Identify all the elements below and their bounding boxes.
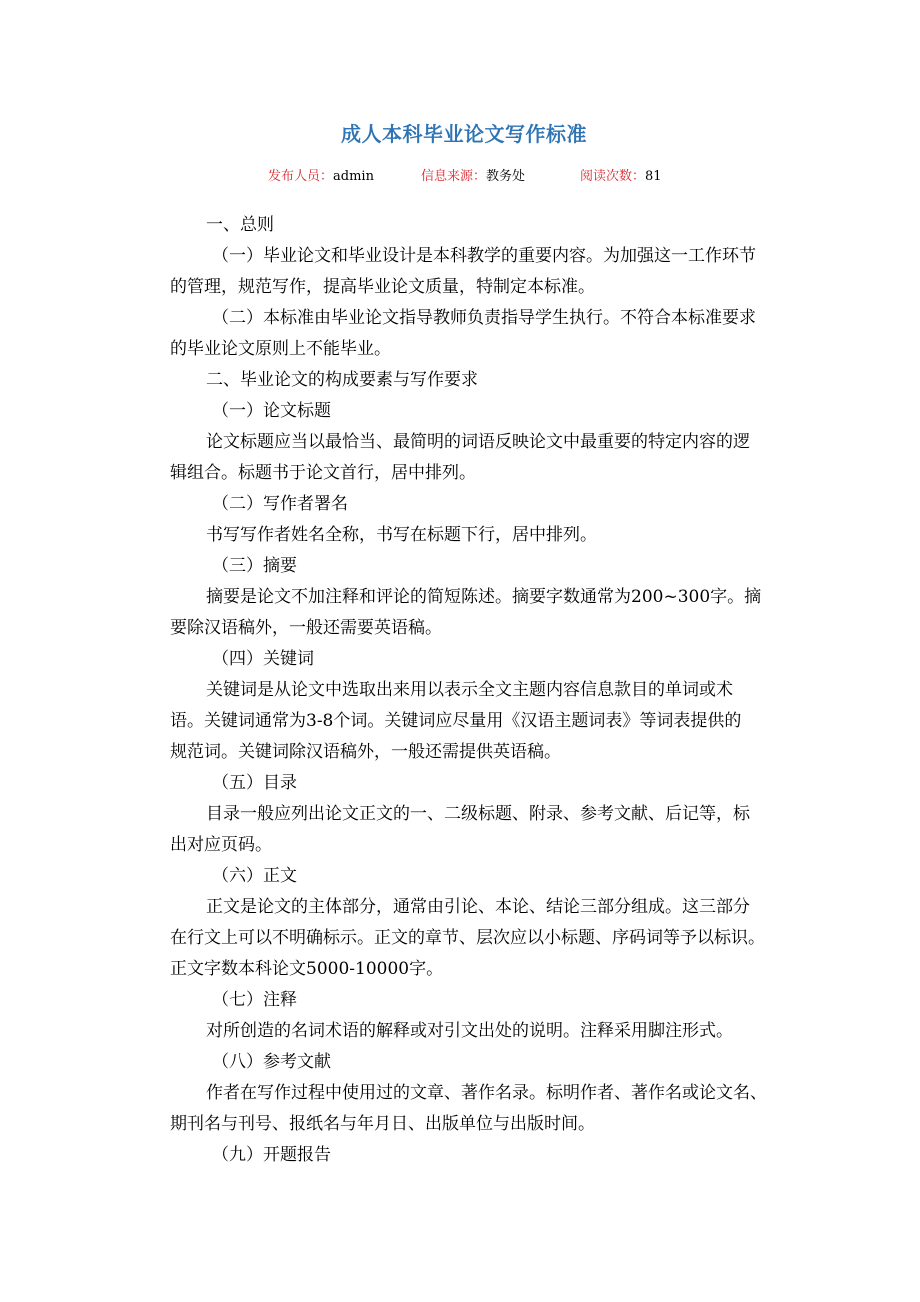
paragraph-line: 要除汉语稿外，一般还需要英语稿。 bbox=[170, 618, 442, 638]
paragraph-line: 对所创造的名词术语的解释或对引文出处的说明。注释采用脚注形式。 bbox=[206, 1021, 733, 1041]
source-info bbox=[421, 165, 525, 184]
paragraph-line: 出对应页码。 bbox=[170, 835, 272, 855]
source-label: 信息来源： bbox=[421, 169, 487, 184]
section-heading: 一、总则 bbox=[206, 215, 274, 235]
subsection-heading: （二）写作者署名 bbox=[212, 494, 348, 514]
publisher-info bbox=[268, 165, 374, 184]
paragraph-line: （一）毕业论文和毕业设计是本科教学的重要内容。为加强这一工作环节 bbox=[212, 246, 756, 266]
paragraph-line: （二）本标准由毕业论文指导教师负责指导学生执行。不符合本标准要求 bbox=[212, 308, 756, 328]
paragraph-line: 关键词是从论文中选取出来用以表示全文主题内容信息款目的单词或术 bbox=[206, 680, 733, 700]
subsection-heading: （七）注释 bbox=[212, 990, 297, 1010]
views-label: 阅读次数： bbox=[580, 169, 646, 184]
paragraph-line: 正文是论文的主体部分，通常由引论、本论、结论三部分组成。这三部分 bbox=[206, 897, 750, 917]
views-info bbox=[580, 165, 662, 184]
subsection-heading: （六）正文 bbox=[212, 866, 297, 886]
paragraph-line: 在行文上可以不明确标示。正文的章节、层次应以小标题、序码词等予以标识。 bbox=[170, 928, 765, 948]
document-body bbox=[170, 210, 798, 1170]
views-value: 81 bbox=[645, 169, 662, 184]
subsection-heading: （一）论文标题 bbox=[212, 401, 331, 421]
paragraph-line: 辑组合。标题书于论文首行，居中排列。 bbox=[170, 463, 476, 483]
section-heading: 二、毕业论文的构成要素与写作要求 bbox=[206, 370, 478, 390]
subsection-heading: （九）开题报告 bbox=[212, 1145, 331, 1165]
paragraph-line: 的毕业论文原则上不能毕业。 bbox=[170, 339, 391, 359]
paragraph-line: 论文标题应当以最恰当、最简明的词语反映论文中最重要的特定内容的逻 bbox=[206, 432, 750, 452]
source-value: 教务处 bbox=[486, 169, 526, 184]
paragraph-line: 作者在写作过程中使用过的文章、著作名录。标明作者、著作名或论文名、 bbox=[206, 1083, 767, 1103]
subsection-heading: （三）摘要 bbox=[212, 556, 297, 576]
paragraph-line: 摘要是论文不加注释和评论的简短陈述。摘要字数通常为200~300字。摘 bbox=[206, 587, 762, 607]
paragraph-line: 语。关键词通常为3-8个词。关键词应尽量用《汉语主题词表》等词表提供的 bbox=[170, 711, 742, 731]
publisher-value: admin bbox=[333, 169, 374, 184]
subsection-heading: （五）目录 bbox=[212, 773, 297, 793]
document-title: 成人本科毕业论文写作标准 bbox=[341, 122, 587, 146]
paragraph-line: 期刊名与刊号、报纸名与年月日、出版单位与出版时间。 bbox=[170, 1114, 595, 1134]
paragraph-line: 的管理，规范写作，提高毕业论文质量，特制定本标准。 bbox=[170, 277, 595, 297]
paragraph-line: 规范词。关键词除汉语稿外，一般还需提供英语稿。 bbox=[170, 742, 561, 762]
paragraph-line: 书写写作者姓名全称，书写在标题下行，居中排列。 bbox=[206, 525, 597, 545]
document-meta bbox=[0, 165, 920, 185]
paragraph-line: 正文字数本科论文5000-10000字。 bbox=[170, 959, 444, 979]
paragraph-line: 目录一般应列出论文正文的一、二级标题、附录、参考文献、后记等，标 bbox=[206, 804, 750, 824]
subsection-heading: （四）关键词 bbox=[212, 649, 314, 669]
publisher-label: 发布人员： bbox=[268, 169, 334, 184]
subsection-heading: （八）参考文献 bbox=[212, 1052, 331, 1072]
